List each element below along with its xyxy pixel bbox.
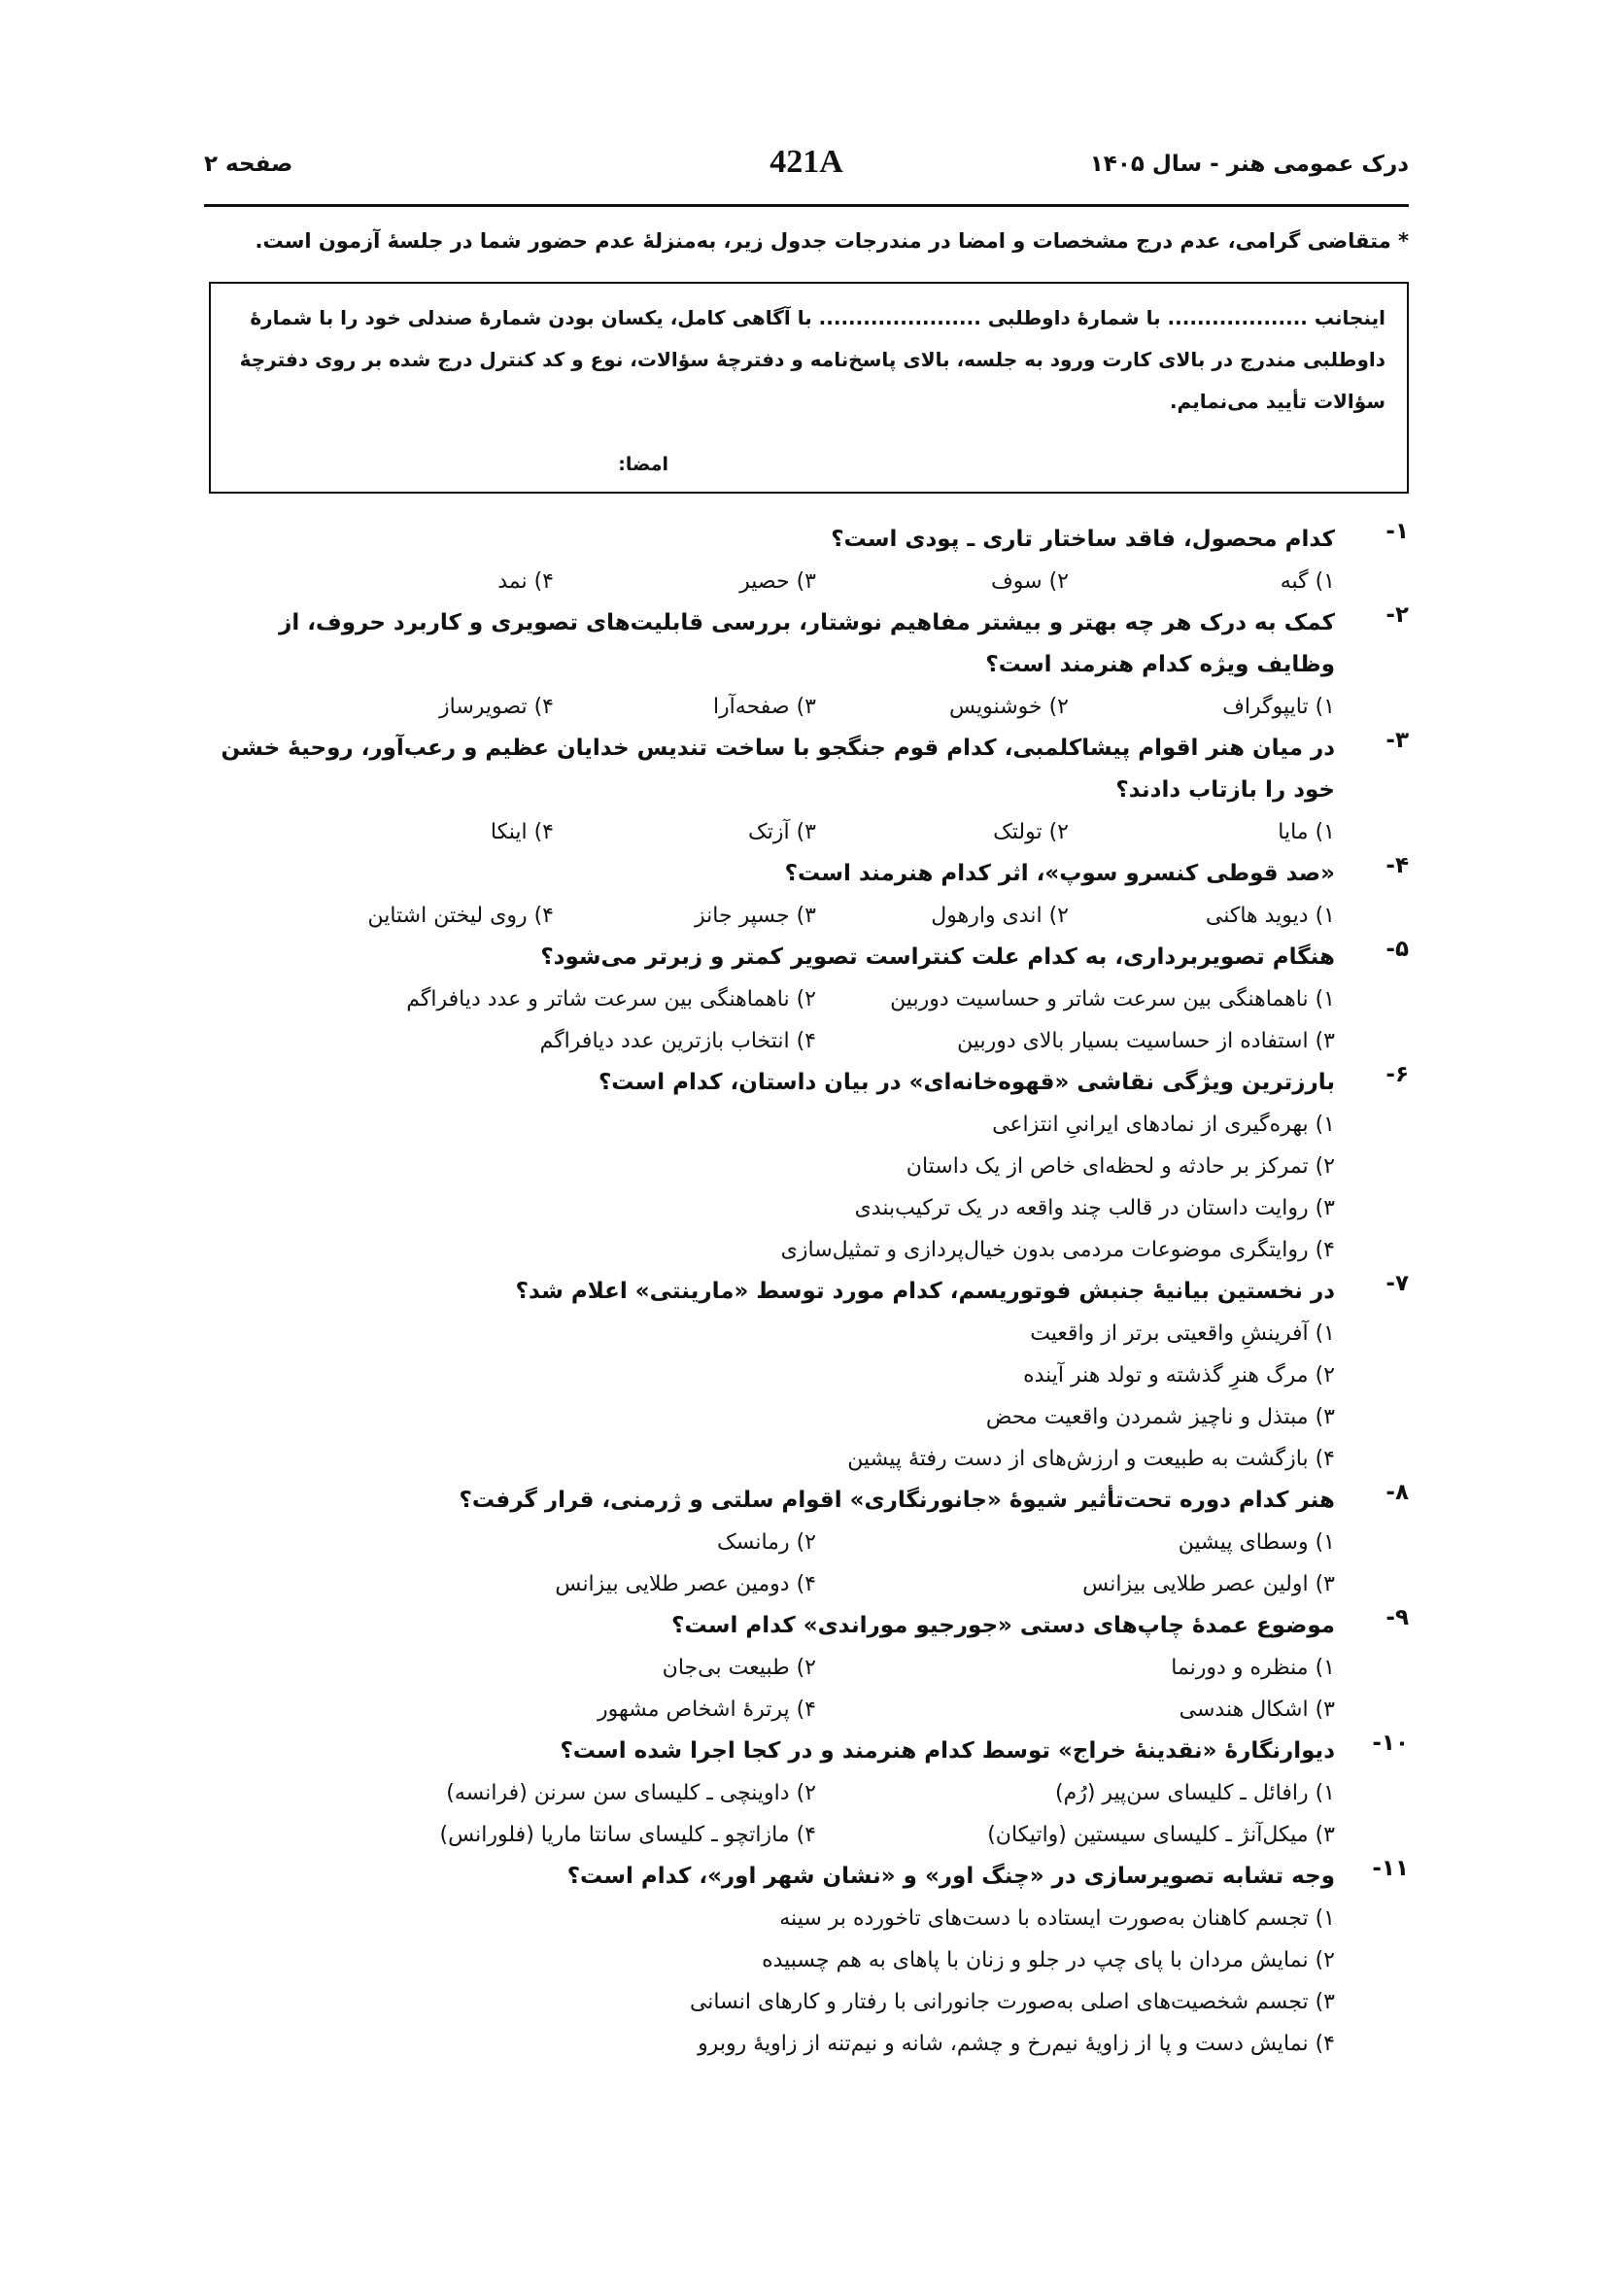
- question-number: ۹-: [1385, 1605, 1409, 1630]
- booklet-code: 421A: [769, 144, 843, 180]
- option-3: ۳) حصیر: [739, 569, 816, 594]
- question-stem: هنگام تصویربرداری، به کدام علت کنتراست تصویر کمتر و زبرتر می‌شود؟: [540, 944, 1335, 970]
- question-number: ۳-: [1385, 728, 1409, 753]
- options-row: [204, 1020, 1409, 1062]
- question-stem: در میان هنر اقوام پیشاکلمبی، کدام قوم جنگجو با ساخت تندیس خدایان عظیم و رعب‌آور، روحیهٔ خشن خود را بازتاب دادند؟: [221, 736, 1335, 803]
- option-2: ۲) طبیعت بی‌جان: [662, 1656, 816, 1680]
- question-1: [204, 519, 1409, 602]
- question-stem: بارزترین ویژگی نقاشی «قهوه‌خانه‌ای» در بیان داستان، کدام است؟: [598, 1070, 1335, 1095]
- declaration-line-2: داوطلبی مندرج در بالای کارت ورود به جلسه، بالای پاسخ‌نامه و دفترچهٔ سؤالات، نوع و کد کنترل درج شده بر روی دفترچهٔ: [239, 348, 1385, 371]
- question-stem: کدام محصول، فاقد ساختار تاری ـ پودی است؟: [831, 527, 1335, 552]
- option-4: ۴) اینکا: [490, 820, 554, 844]
- option-1: ۱) ناهماهنگی بین سرعت شاتر و حساسیت دوربین: [890, 987, 1335, 1011]
- option-1: ۱) آفرینشِ واقعیتی برتر از واقعیت: [1030, 1321, 1335, 1346]
- option-3: ۳) اشکال هندسی: [1179, 1697, 1335, 1722]
- option-2: ۲) تمرکز بر حادثه و لحظه‌ای خاص از یک داستان: [906, 1154, 1335, 1179]
- question-5: [204, 937, 1409, 1062]
- option-3: ۳) اولین عصر طلایی بیزانس: [1082, 1572, 1335, 1596]
- options-row: [204, 561, 1409, 602]
- question-number: ۶-: [1385, 1062, 1409, 1087]
- options-row: [204, 895, 1409, 937]
- question-number: ۱۱-: [1372, 1856, 1409, 1881]
- question-stem: وجه تشابه تصویرسازی در «چنگ اور» و «نشان شهر اور»، کدام است؟: [566, 1864, 1335, 1889]
- option-3: ۳) آزتک: [748, 820, 816, 844]
- declaration-box: [209, 282, 1409, 494]
- option-2: ۲) ناهماهنگی بین سرعت شاتر و عدد دیافراگم: [406, 987, 816, 1011]
- question-2: [204, 602, 1409, 728]
- signature-label: امضا:: [618, 454, 668, 475]
- question-7: [204, 1271, 1409, 1480]
- question-number: ۸-: [1385, 1480, 1409, 1505]
- options-row: [204, 1522, 1409, 1563]
- option-4: ۴) روی لیختن اشتاین: [367, 904, 554, 928]
- option-1: ۱) مایا: [1278, 820, 1335, 844]
- option-2: ۲) داوینچی ـ کلیسای سن سرنن (فرانسه): [446, 1781, 816, 1805]
- option-3: ۳) مبتذل و ناچیز شمردن واقعیت محض: [985, 1405, 1335, 1429]
- question-11: [204, 1856, 1409, 2065]
- option-1: ۱) رافائل ـ کلیسای سن‌پیر (رُم): [1055, 1781, 1335, 1805]
- options-row: [204, 811, 1409, 853]
- question-8: [204, 1480, 1409, 1605]
- options-row: [204, 1689, 1409, 1731]
- option-3: ۳) استفاده از حساسیت بسیار بالای دوربین: [957, 1029, 1335, 1053]
- option-1: ۱) گبه: [1280, 569, 1335, 594]
- page-number: صفحه ۲: [204, 152, 293, 177]
- option-2: ۲) رمانسک: [717, 1530, 816, 1555]
- question-10: [204, 1731, 1409, 1856]
- options-row: [204, 1563, 1409, 1605]
- page-header: [204, 144, 1409, 192]
- exam-title: درک عمومی هنر - سال ۱۴۰۵: [1089, 152, 1409, 177]
- option-2: ۲) سوف: [990, 569, 1069, 594]
- option-1: ۱) تجسم کاهنان به‌صورت ایستاده با دست‌های تاخورده بر سینه: [779, 1906, 1335, 1931]
- question-stem: دیوارنگارهٔ «نقدینهٔ خراج» توسط کدام هنرمند و در کجا اجرا شده است؟: [560, 1738, 1335, 1764]
- question-stem: «صد قوطی کنسرو سوپ»، اثر کدام هنرمند است؟: [784, 861, 1335, 886]
- question-number: ۱-: [1385, 519, 1409, 544]
- question-number: ۷-: [1385, 1271, 1409, 1296]
- option-2: ۲) اندی وارهول: [931, 904, 1069, 928]
- option-1: ۱) منظره و دورنما: [1171, 1656, 1335, 1680]
- declaration-line-1: اینجانب ................... با شمارهٔ داوطلبی ...................... با آگاهی کامل، یکسان بودن شمارهٔ صندلی خود را با شمارهٔ: [250, 306, 1385, 329]
- options-row: [204, 1647, 1409, 1689]
- option-4: ۴) تصویرساز: [439, 695, 554, 719]
- option-3: ۳) تجسم شخصیت‌های اصلی به‌صورت جانورانی با رفتار و کارهای انسانی: [689, 1990, 1335, 2014]
- question-number: ۴-: [1385, 853, 1409, 878]
- option-4: ۴) نمایش دست و پا از زاویهٔ نیم‌رخ و چشم، شانه و نیم‌تنه از زاویهٔ روبرو: [698, 2032, 1335, 2056]
- options-row: [204, 686, 1409, 728]
- option-3: ۳) میکل‌آنژ ـ کلیسای سیستین (واتیکان): [987, 1823, 1335, 1847]
- option-1: ۱) بهره‌گیری از نمادهای ایرانیِ انتزاعی: [992, 1113, 1335, 1137]
- questions-list: [204, 519, 1409, 2065]
- question-number: ۵-: [1385, 937, 1409, 962]
- option-4: ۴) مازاتچو ـ کلیسای سانتا ماریا (فلورانس): [439, 1823, 816, 1847]
- question-9: [204, 1605, 1409, 1731]
- option-4: ۴) انتخاب بازترین عدد دیافراگم: [539, 1029, 816, 1053]
- option-2: ۲) خوشنویس: [949, 695, 1069, 719]
- option-3: ۳) صفحه‌آرا: [712, 695, 816, 719]
- option-1: ۱) دیوید هاکنی: [1205, 904, 1335, 928]
- question-stem: هنر کدام دوره تحت‌تأثیر شیوهٔ «جانورنگاری» اقوام سلتی و ژرمنی، قرار گرفت؟: [459, 1488, 1335, 1513]
- option-2: ۲) نمایش مردان با پای چپ در جلو و زنان با پاهای به هم چسبیده: [762, 1948, 1335, 1972]
- option-3: ۳) جسپر جانز: [695, 904, 816, 928]
- option-1: ۱) وسطای پیشین: [1178, 1530, 1335, 1555]
- question-stem: کمک به درک هر چه بهتر و بیشتر مفاهیم نوشتار، بررسی قابلیت‌های تصویری و کاربرد حروف، از وظایف ویژه کدام هنرمند است؟: [279, 610, 1335, 677]
- question-number: ۱۰-: [1372, 1731, 1409, 1756]
- question-number: ۲-: [1385, 602, 1409, 628]
- option-4: ۴) نمد: [497, 569, 554, 594]
- option-2: ۲) تولتک: [993, 820, 1069, 844]
- question-3: [204, 728, 1409, 853]
- question-4: [204, 853, 1409, 937]
- header-divider: [204, 204, 1409, 207]
- question-6: [204, 1062, 1409, 1271]
- option-2: ۲) مرگ هنرِ گذشته و تولد هنر آینده: [1023, 1363, 1335, 1388]
- option-4: ۴) دومین عصر طلایی بیزانس: [555, 1572, 816, 1596]
- options-row: [204, 978, 1409, 1020]
- option-4: ۴) پرترهٔ اشخاص مشهور: [597, 1697, 816, 1722]
- option-4: ۴) بازگشت به طبیعت و ارزش‌های از دست رفتهٔ پیشین: [847, 1447, 1335, 1471]
- option-3: ۳) روایت داستان در قالب چند واقعه در یک ترکیب‌بندی: [854, 1196, 1335, 1220]
- candidate-notice: * متقاضی گرامی، عدم درج مشخصات و امضا در مندرجات جدول زیر، به‌منزلهٔ عدم حضور شما در جلسهٔ آزمون است.: [255, 229, 1409, 253]
- option-4: ۴) روایتگری موضوعات مردمی بدون خیال‌پردازی و تمثیل‌سازی: [780, 1238, 1335, 1262]
- options-row: [204, 1772, 1409, 1814]
- declaration-line-3: سؤالات تأیید می‌نمایم.: [1169, 390, 1385, 413]
- question-stem: در نخستین بیانیهٔ جنبش فوتوریسم، کدام مورد توسط «مارینتی» اعلام شد؟: [515, 1279, 1335, 1304]
- exam-page: [204, 0, 1409, 2296]
- options-row: [204, 1814, 1409, 1856]
- question-stem: موضوع عمدهٔ چاپ‌های دستی «جورجیو موراندی» کدام است؟: [671, 1613, 1335, 1638]
- option-1: ۱) تایپوگراف: [1222, 695, 1335, 719]
